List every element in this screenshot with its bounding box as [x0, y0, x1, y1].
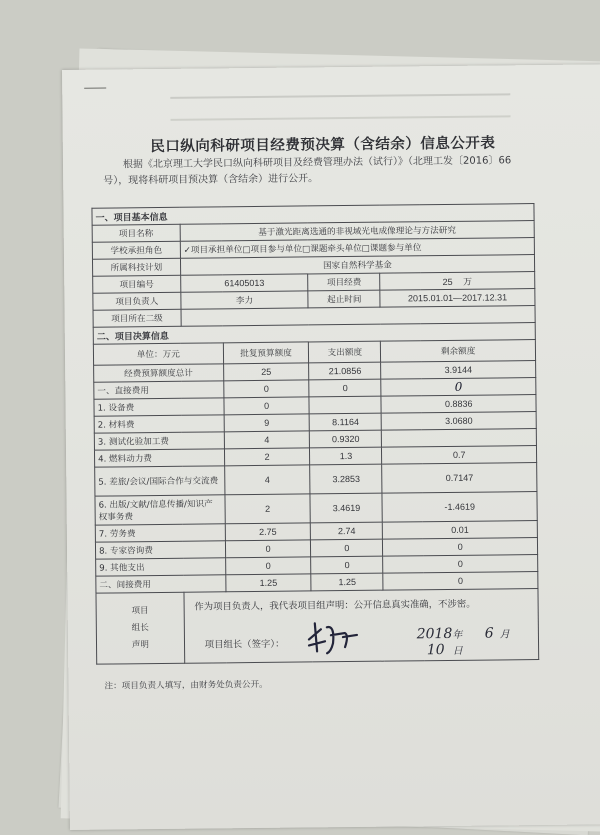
- funds-amount: 25: [442, 276, 453, 287]
- row-label: 二、间接费用: [96, 575, 226, 593]
- row-label: 5. 差旅/会议/国际合作与交流费: [95, 466, 225, 496]
- plan-label: 所属科技计划: [92, 258, 180, 276]
- footnote: 注：项目负责人填写，由财务处负责公开。: [104, 679, 268, 692]
- row-approved: 2: [225, 494, 311, 524]
- project-name-value: 基于激光距离选通的非视域光电成像理论与方法研究: [180, 221, 534, 242]
- row-remaining: 0: [383, 538, 538, 557]
- info-table: [91, 203, 539, 665]
- row-spent: 1.25: [311, 573, 383, 591]
- row-spent: 1.3: [310, 447, 382, 465]
- declaration-body: [184, 589, 539, 664]
- leader-label: 项目负责人: [93, 292, 181, 310]
- row-label: 3. 测试化验加工费: [94, 432, 224, 450]
- row-label: 一、直接费用: [94, 381, 224, 399]
- row-spent: 0.9320: [310, 430, 382, 448]
- period-value: 2015.01.01—2017.12.31: [380, 289, 535, 308]
- row-approved: 1.25: [225, 574, 311, 592]
- row-label: 8. 专家咨询费: [95, 541, 225, 559]
- row-label: 4. 燃料动力费: [94, 449, 224, 467]
- sign-month: 6: [484, 625, 494, 642]
- row-spent: 3.2853: [310, 464, 382, 494]
- sign-label: 项目组长（签字）：: [204, 638, 285, 651]
- row-approved: 25: [223, 363, 309, 381]
- row-label: 2. 材料费: [94, 415, 224, 433]
- declaration-label-1: 项目: [131, 605, 149, 616]
- funds-unit: 万: [463, 276, 473, 287]
- row-approved: 4: [224, 431, 310, 449]
- row-spent: [309, 396, 381, 414]
- budget-rows: [94, 361, 538, 594]
- section1-heading: 一、项目基本信息: [92, 204, 534, 226]
- sign-year-suffix: 年: [452, 629, 463, 641]
- handwritten-signature: [304, 617, 364, 658]
- row-spent: 0: [311, 556, 383, 574]
- row-remaining: 0: [381, 378, 536, 397]
- row-remaining: 0: [383, 555, 538, 574]
- row-remaining: 0: [383, 572, 538, 591]
- row-approved: 9: [224, 414, 310, 432]
- funds-label: 项目经费: [308, 273, 380, 291]
- row-approved: 4: [224, 465, 310, 495]
- col-remaining: 剩余额度: [381, 340, 536, 363]
- row-spent: 0: [311, 539, 383, 557]
- row-approved: 0: [224, 397, 310, 415]
- project-id-value: 61405013: [180, 274, 308, 292]
- row-spent: 21.0856: [309, 362, 381, 380]
- row-approved: 0: [225, 557, 311, 575]
- row-label: 9. 其他支出: [96, 558, 226, 576]
- declaration-text: 作为项目负责人，我代表项目组声明：公开信息真实准确，不涉密。: [194, 598, 476, 613]
- row-approved: 0: [223, 380, 309, 398]
- row-spent: 2.74: [311, 522, 383, 540]
- row-label: 6. 出版/文献/信息传播/知识产权事务费: [95, 495, 225, 525]
- row-label: 经费预算额度总计: [94, 364, 224, 382]
- dept-label: 项目所在二级: [93, 309, 181, 327]
- faint-header-mark: [170, 93, 510, 121]
- row-spent: 8.1164: [310, 413, 382, 431]
- declaration-label-3: 声明: [131, 639, 150, 650]
- project-id-label: 项目编号: [93, 275, 181, 293]
- period-label: 起止时间: [308, 290, 380, 308]
- col-spent: 支出额度: [309, 341, 381, 363]
- section2-heading: 二、项目决算信息: [93, 323, 535, 345]
- declaration-label: [96, 592, 184, 664]
- row-remaining: 3.9144: [381, 361, 536, 380]
- table-row: [95, 492, 537, 526]
- row-spent: 3.4619: [310, 493, 382, 523]
- row-remaining: 0.7147: [382, 463, 537, 494]
- row-approved: 2.75: [225, 523, 311, 541]
- plan-value: 国家自然科学基金: [180, 255, 534, 276]
- row-label: 7. 劳务费: [95, 524, 225, 542]
- unit-label: 单位：万元: [93, 343, 223, 365]
- col-approved: 批复预算额度: [223, 342, 309, 364]
- row-remaining: 0.01: [383, 521, 538, 540]
- document-page: [62, 64, 600, 830]
- intro-paragraph: 根据《北京理工大学民口纵向科研项目及经费管理办法（试行）》（北理工发〔2016〕66号），现将科研项目预决算（含结余）进行公开。: [103, 155, 512, 187]
- sign-day-suffix: 日: [452, 645, 463, 657]
- table-row: [95, 463, 537, 497]
- row-remaining: 0.8836: [381, 395, 536, 414]
- row-approved: 2: [224, 448, 310, 466]
- row-remaining: 0.7: [382, 446, 537, 465]
- sign-year: 2018: [416, 625, 453, 643]
- leader-value: 李力: [181, 291, 309, 309]
- project-name-label: 项目名称: [92, 224, 180, 242]
- row-remaining: [382, 429, 537, 448]
- row-spent: 0: [309, 379, 381, 397]
- sign-date: [417, 625, 539, 658]
- row-remaining: -1.4619: [382, 492, 537, 523]
- sign-month-suffix: 月: [499, 629, 510, 641]
- row-remaining: 3.0680: [381, 412, 536, 431]
- declaration-label-2: 组长: [131, 622, 149, 633]
- role-value: ✓项目承担单位□项目参与单位□课题牵头单位□课题参与单位: [180, 238, 534, 259]
- page-title: 民口纵向科研项目经费预决算（含结余）信息公开表: [150, 135, 496, 156]
- row-approved: 0: [225, 540, 311, 558]
- row-label: 1. 设备费: [94, 398, 224, 416]
- sign-day: 10: [426, 642, 445, 659]
- scribble-line: [84, 88, 106, 89]
- funds-value: [380, 272, 535, 291]
- role-label: 学校承担角色: [92, 241, 180, 259]
